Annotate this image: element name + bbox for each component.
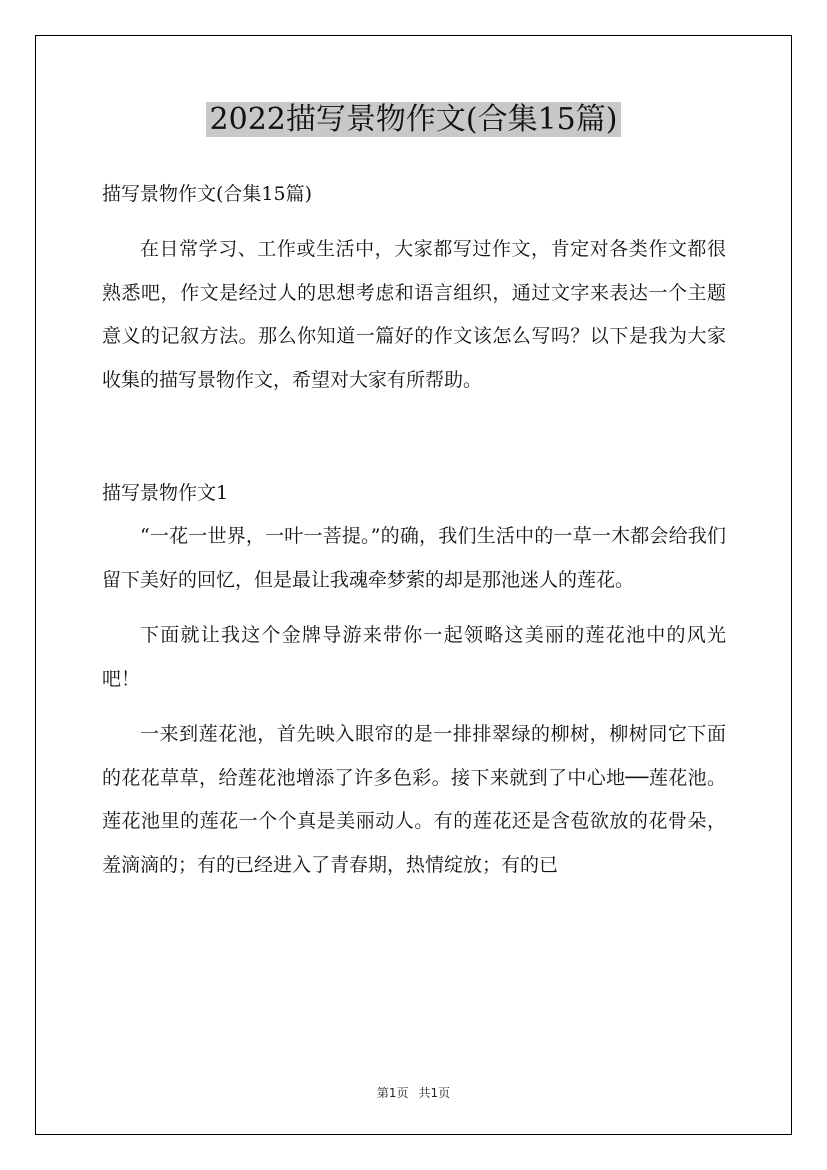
document-body (102, 173, 726, 887)
document-title (0, 98, 827, 142)
document-title-text: 2022描写景物作文(合集15篇) (206, 102, 622, 137)
intro-paragraph: 在日常学习、工作或生活中，大家都写过作文，肯定对各类作文都很熟悉吧，作文是经过人的思想考虑和语言组织，通过文字来表达一个主题意义的记叙方法。那么你知道一篇好的作文该怎么写吗？以下是我为大家收集的描写景物作文，希望对大家有所帮助。 (102, 238, 726, 391)
document-subtitle: 描写景物作文(合集15篇) (102, 183, 313, 205)
page-total: 共1页 (418, 1086, 451, 1100)
body-paragraph-1: “一花一世界，一叶一菩提。”的确，我们生活中的一草一木都会给我们留下美好的回忆，但是最让我魂牵梦萦的却是那池迷人的莲花。 (102, 525, 726, 591)
page-footer (0, 1084, 827, 1101)
section-heading: 描写景物作文1 (102, 482, 229, 504)
body-paragraph-3: 一来到莲花池，首先映入眼帘的是一排排翠绿的柳树，柳树同它下面的花花草草，给莲花池增添了许多色彩。接下来就到了中心地──莲花池。莲花池里的莲花一个个真是美丽动人。有的莲花还是含苞欲放的花骨朵，羞滴滴的；有的已经进入了青春期，热情绽放；有的已 (102, 723, 726, 876)
page-number: 第1页 (376, 1086, 409, 1100)
body-paragraph-2: 下面就让我这个金牌导游来带你一起领略这美丽的莲花池中的风光吧！ (102, 624, 726, 690)
